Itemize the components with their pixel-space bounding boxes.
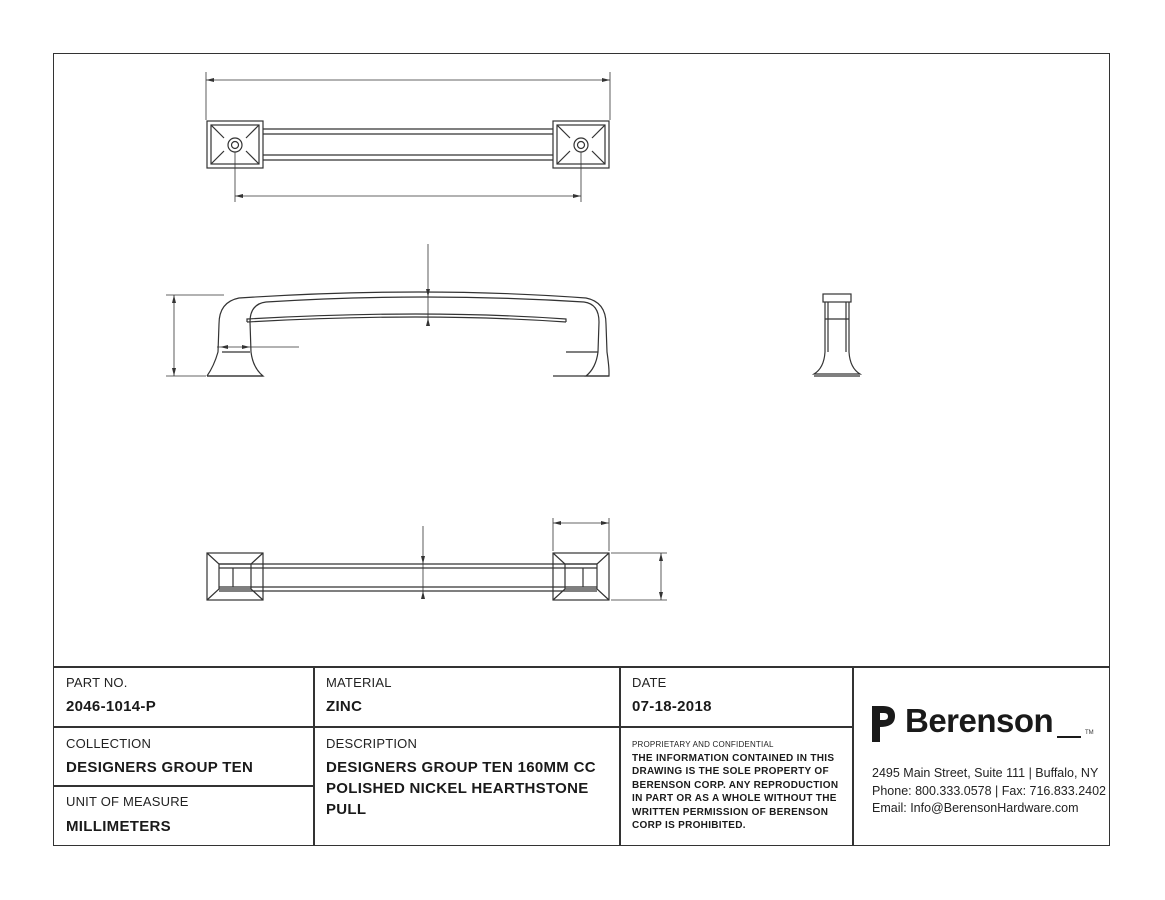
company-address: 2495 Main Street, Suite 111 | Buffalo, NY <box>872 766 1099 780</box>
collection-label: COLLECTION <box>66 736 152 751</box>
proprietary-line: DRAWING IS THE SOLE PROPERTY OF <box>632 766 829 777</box>
part-no-label: PART NO. <box>66 675 128 690</box>
material-label: MATERIAL <box>326 675 392 690</box>
bottom-view <box>207 518 667 600</box>
company-email: Email: Info@BerensonHardware.com <box>872 801 1079 815</box>
date-value: 07-18-2018 <box>632 698 712 715</box>
proprietary-line: THE INFORMATION CONTAINED IN THIS <box>632 753 835 764</box>
collection-value: DESIGNERS GROUP TEN <box>66 759 254 776</box>
technical-drawing <box>54 54 1111 667</box>
proprietary-heading: PROPRIETARY AND CONFIDENTIAL <box>632 740 774 749</box>
top-view <box>206 72 610 202</box>
side-view <box>166 244 609 376</box>
unit-of-measure-label: UNIT OF MEASURE <box>66 794 189 809</box>
description-line: PULL <box>326 801 367 818</box>
proprietary-line: CORP IS PROHIBITED. <box>632 820 746 831</box>
description-line: POLISHED NICKEL HEARTHSTONE <box>326 780 589 797</box>
unit-of-measure-value: MILLIMETERS <box>66 818 171 835</box>
berenson-logo-icon <box>871 705 897 743</box>
company-name: Berenson <box>905 702 1054 739</box>
proprietary-line: BERENSON CORP. ANY REPRODUCTION <box>632 780 839 791</box>
end-view <box>814 294 860 376</box>
date-label: DATE <box>632 675 667 690</box>
description-line: DESIGNERS GROUP TEN 160MM CC <box>326 759 596 776</box>
trademark-mark: TM <box>1085 730 1094 736</box>
part-no-value: 2046-1014-P <box>66 698 157 715</box>
proprietary-line: IN PART OR AS A WHOLE WITHOUT THE <box>632 793 837 804</box>
logo-underline <box>1057 736 1081 738</box>
company-phone-fax: Phone: 800.333.0578 | Fax: 716.833.2402 <box>872 784 1106 798</box>
drawing-sheet <box>53 53 1110 846</box>
description-label: DESCRIPTION <box>326 736 418 751</box>
material-value: ZINC <box>326 698 363 715</box>
proprietary-line: WRITTEN PERMISSION OF BERENSON <box>632 807 829 818</box>
